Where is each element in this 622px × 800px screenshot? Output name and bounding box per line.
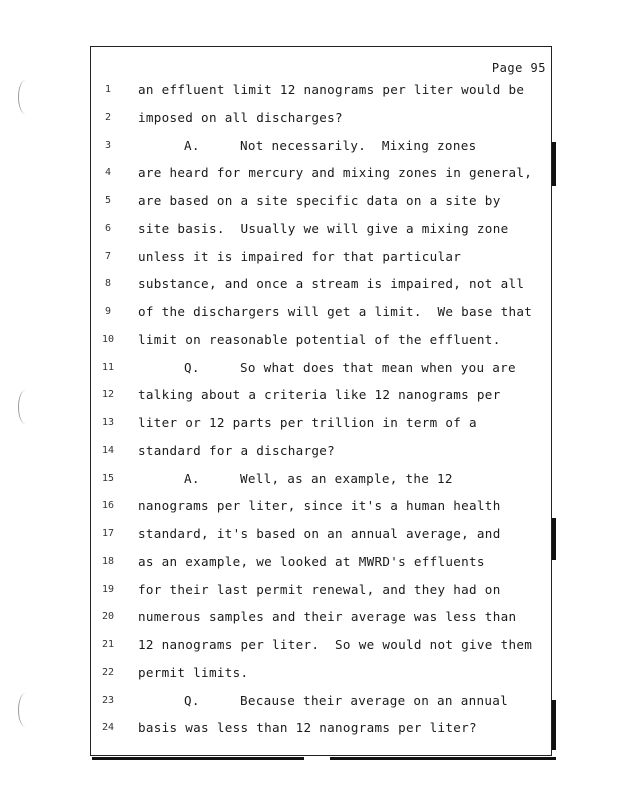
- binder-hole-bottom: [18, 693, 33, 727]
- transcript-line: [138, 110, 343, 125]
- transcript-line: [138, 387, 501, 402]
- line-number: 23: [101, 694, 115, 706]
- binder-hole-middle: [18, 390, 33, 424]
- line-text: as an example, we looked at MWRD's effluents: [138, 553, 485, 569]
- line-text: Not necessarily. Mixing zones: [240, 137, 477, 153]
- line-text: site basis. Usually we will give a mixing zone: [138, 220, 509, 236]
- line-text: are based on a site specific data on a site by: [138, 193, 501, 208]
- transcript-line: [138, 637, 532, 652]
- transcript-line: [138, 193, 501, 208]
- line-number: 6: [104, 222, 112, 234]
- line-text: an effluent limit 12 nanograms per liter would be: [138, 82, 525, 97]
- bottom-rule: [330, 757, 556, 760]
- line-text: limit on reasonable potential of the effluent.: [138, 331, 501, 347]
- line-number: 19: [101, 583, 115, 595]
- line-text: nanograms per liter, since it's a human health: [138, 498, 501, 514]
- line-number: 20: [101, 611, 115, 623]
- line-text: liter or 12 parts per trillion in term of a: [138, 415, 477, 430]
- line-text: basis was less than 12 nanograms per liter?: [138, 720, 477, 736]
- line-number: 2: [104, 111, 112, 123]
- transcript-line: [138, 720, 477, 735]
- speaker-marker: A.: [184, 470, 200, 486]
- line-text: unless it is impaired for that particular: [138, 248, 462, 264]
- right-margin-bar: [552, 518, 556, 560]
- binder-hole-top: [18, 80, 33, 114]
- line-text: numerous samples and their average was less than: [138, 609, 517, 625]
- line-number: 1: [104, 84, 112, 95]
- line-text: standard, it's based on an annual average, and: [138, 526, 501, 541]
- line-text: talking about a criteria like 12 nanograms per: [138, 387, 501, 403]
- transcript-line: [184, 360, 516, 375]
- line-text: are heard for mercury and mixing zones in general,: [138, 165, 533, 181]
- line-number: 15: [101, 472, 115, 484]
- line-number: 9: [104, 306, 112, 317]
- transcript-line: [138, 221, 508, 236]
- transcript-line: [138, 82, 524, 97]
- transcript-line: [138, 498, 501, 513]
- line-text: standard for a discharge?: [138, 442, 336, 458]
- bottom-rule: [92, 757, 304, 760]
- transcript-line: [138, 165, 532, 180]
- transcript-line: [138, 276, 524, 291]
- line-text: Because their average on an annual: [240, 692, 508, 708]
- line-text: permit limits.: [138, 664, 249, 680]
- line-text: So what does that mean when you are: [240, 359, 516, 375]
- line-number: 18: [101, 555, 115, 567]
- line-number: 8: [104, 278, 112, 290]
- line-number: 7: [104, 250, 112, 262]
- transcript-line: [138, 332, 501, 347]
- speaker-marker: Q.: [184, 359, 200, 375]
- transcript-line: [138, 443, 335, 458]
- line-text: substance, and once a stream is impaired, not all: [138, 276, 525, 292]
- transcript-line: [184, 138, 476, 153]
- line-number: 12: [101, 389, 115, 401]
- line-text: imposed on all discharges?: [138, 109, 343, 125]
- line-number: 16: [101, 500, 115, 512]
- line-number: 22: [101, 666, 115, 678]
- transcript-line: [138, 526, 501, 541]
- line-number: 4: [104, 167, 112, 179]
- speaker-marker: Q.: [184, 692, 200, 708]
- line-text: 12 nanograms per liter. So we would not give them: [138, 637, 533, 652]
- line-number: 11: [101, 361, 115, 373]
- transcript-line: [138, 249, 461, 264]
- line-number: 10: [101, 333, 115, 345]
- page-number: Page 95: [491, 61, 546, 75]
- line-number: 5: [104, 195, 112, 206]
- line-number: 17: [101, 528, 115, 539]
- line-number: 13: [101, 417, 115, 428]
- transcript-line: [138, 554, 485, 569]
- line-number: 14: [101, 444, 115, 456]
- transcript-line: [138, 415, 477, 430]
- line-text: of the dischargers will get a limit. We base that: [138, 304, 533, 319]
- right-margin-bar: [552, 700, 556, 750]
- line-text: for their last permit renewal, and they had on: [138, 581, 501, 597]
- line-number: 21: [101, 639, 115, 650]
- transcript-line: [138, 665, 248, 680]
- line-number: 3: [104, 139, 112, 151]
- transcript-line: [184, 693, 508, 708]
- transcript-line: [138, 609, 516, 624]
- right-margin-bar: [552, 142, 556, 186]
- transcript-line: [184, 471, 453, 486]
- transcript-line: [138, 304, 532, 319]
- line-text: Well, as an example, the 12: [240, 470, 453, 486]
- speaker-marker: A.: [184, 137, 200, 153]
- transcript-line: [138, 582, 501, 597]
- line-number: 24: [101, 722, 115, 734]
